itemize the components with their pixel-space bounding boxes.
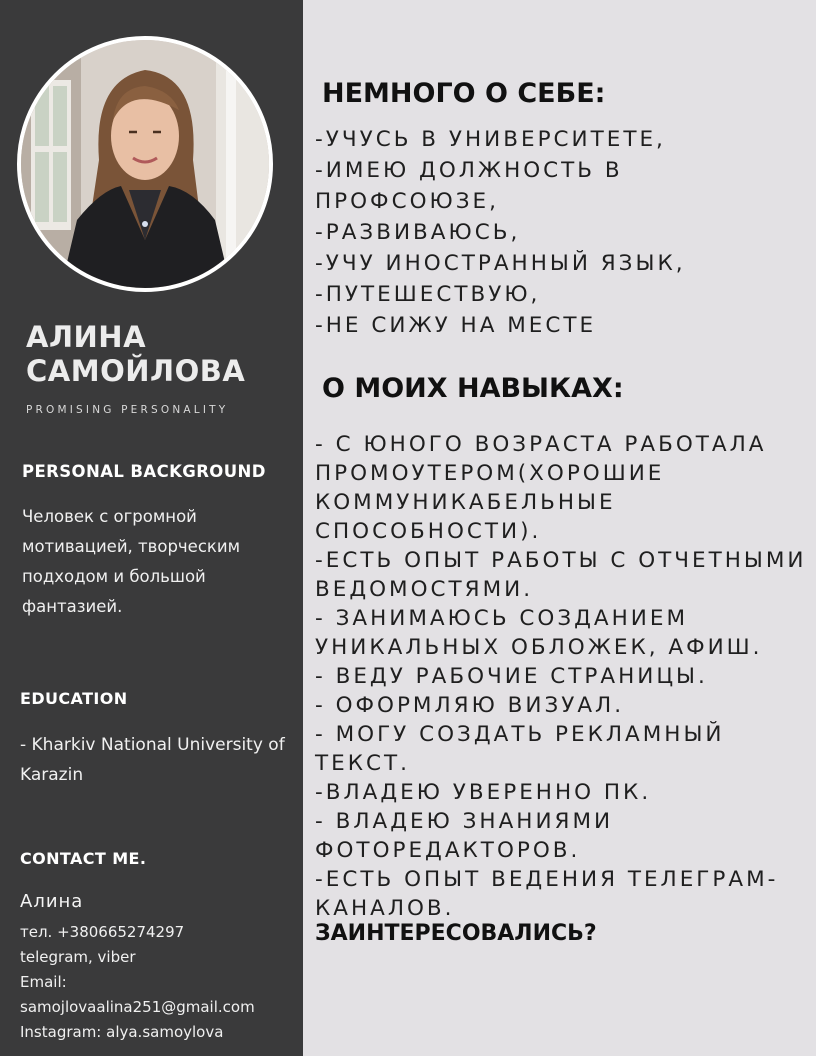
about-item: -НЕ СИЖУ НА МЕСТЕ <box>315 313 597 338</box>
skill-item: - ОФОРМЛЯЮ ВИЗУАЛ. <box>315 693 625 718</box>
education-item: - Kharkiv National University of Karazin <box>20 735 285 785</box>
closing-question: ЗАИНТЕРЕСОВАЛИСЬ? <box>315 921 597 946</box>
main-content <box>303 0 816 1056</box>
skills-list-creative <box>315 604 811 923</box>
skills-list-experience <box>315 430 811 604</box>
about-item: -ПУТЕШЕСТВУЮ, <box>315 282 541 307</box>
education-heading: EDUCATION <box>20 689 128 708</box>
skill-item: - ВЕДУ РАБОЧИЕ СТРАНИЦЫ. <box>315 664 708 689</box>
about-list <box>315 124 811 341</box>
about-heading: НЕМНОГО О СЕБЕ: <box>322 78 606 109</box>
person-first-name: АЛИНА <box>26 320 147 354</box>
contact-email-label: Email: <box>20 973 67 991</box>
person-last-name: САМОЙЛОВА <box>26 354 246 388</box>
contact-instagram: Instagram: alya.samoylova <box>20 1023 224 1041</box>
profile-photo-illustration <box>21 40 269 288</box>
background-text: Человек с огромной мотивацией, творческим подходом и большой фантазией. <box>22 507 241 616</box>
contact-phone: тел. +380665274297 <box>20 923 185 941</box>
skills-heading: О МОИХ НАВЫКАХ: <box>322 373 624 404</box>
skill-item: -ЕСТЬ ОПЫТ РАБОТЫ С ОТЧЕТНЫМИ ВЕДОМОСТЯМИ. <box>315 548 807 602</box>
contact-messengers: telegram, viber <box>20 948 136 966</box>
contact-name: Алина <box>20 891 84 912</box>
skill-item: - ВЛАДЕЮ ЗНАНИЯМИ ФОТОРЕДАКТОРОВ. <box>315 809 614 863</box>
contact-list <box>20 920 302 1045</box>
skill-item: - ЗАНИМАЮСЬ СОЗДАНИЕМ УНИКАЛЬНЫХ ОБЛОЖЕК, АФИШ. <box>315 606 763 660</box>
contact-heading: CONTACT ME. <box>20 849 147 868</box>
skill-item: - МОГУ СОЗДАТЬ РЕКЛАМНЫЙ ТЕКСТ. <box>315 722 725 776</box>
tagline: PROMISING PERSONALITY <box>26 404 229 416</box>
about-item: -РАЗВИВАЮСЬ, <box>315 220 521 245</box>
skill-item: -ЕСТЬ ОПЫТ ВЕДЕНИЯ ТЕЛЕГРАМ-КАНАЛОВ. <box>315 867 779 921</box>
education-list <box>20 730 300 790</box>
contact-email: samojlovaalina251@gmail.com <box>20 998 255 1016</box>
about-item: -УЧУ ИНОСТРАННЫЙ ЯЗЫК, <box>315 251 686 276</box>
sidebar <box>0 0 303 1056</box>
about-item: -УЧУСЬ В УНИВЕРСИТЕТЕ, <box>315 127 666 152</box>
person-name <box>26 320 245 388</box>
skill-item: - С ЮНОГО ВОЗРАСТА РАБОТАЛА ПРОМОУТЕРОМ(ХОРОШИЕ КОММУНИКАБЕЛЬНЫЕ СПОСОБНОСТИ). <box>315 432 767 544</box>
background-heading: PERSONAL BACKGROUND <box>22 462 266 481</box>
profile-photo <box>17 36 273 292</box>
skill-item: -ВЛАДЕЮ УВЕРЕННО ПК. <box>315 780 652 805</box>
about-item: -ИМЕЮ ДОЛЖНОСТЬ В ПРОФСОЮЗЕ, <box>315 158 623 214</box>
